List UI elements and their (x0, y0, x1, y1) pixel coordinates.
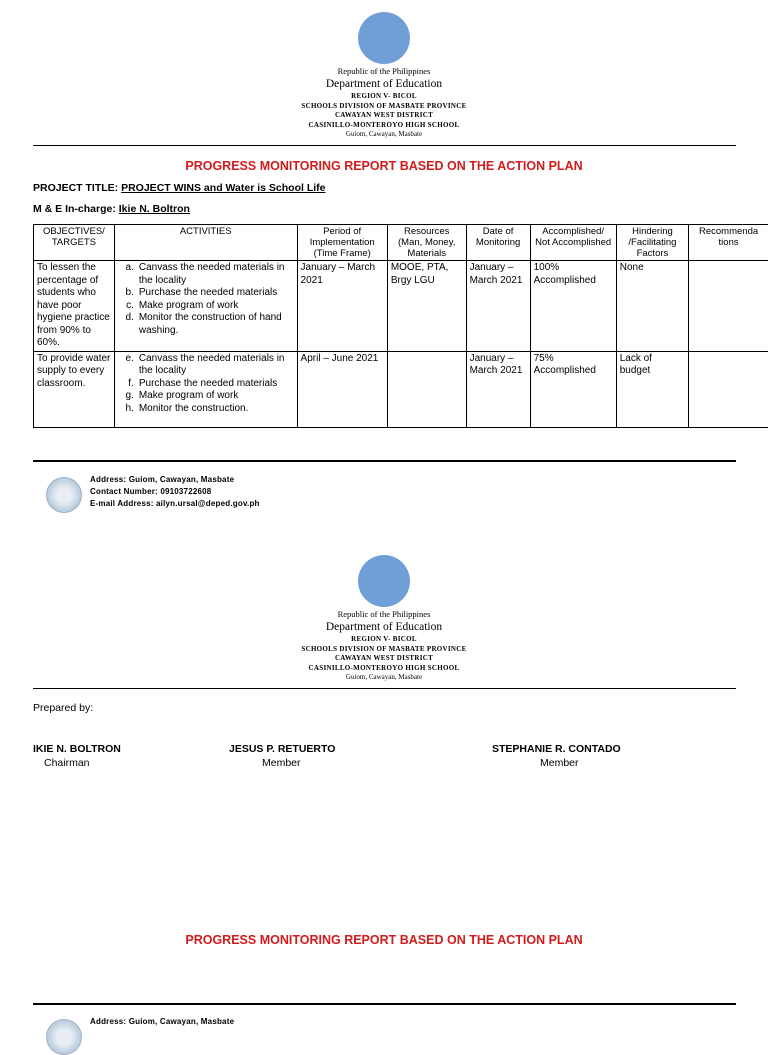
contact-block (90, 1016, 234, 1028)
list-item: c. Make program of work (118, 300, 294, 313)
table-header-row (34, 225, 768, 261)
signatory-name: JESUS P. RETUERTO (229, 743, 335, 755)
department-text: Department of Education (0, 77, 768, 92)
region-text: REGION V- BICOL (0, 92, 768, 102)
list-item: h. Monitor the construction. (118, 403, 294, 416)
resources-cell: MOOE, PTA, Brgy LGU (387, 261, 466, 352)
col-header-resources: Resources (Man, Money, Materials (387, 225, 466, 261)
project-title-line (33, 182, 325, 194)
department-text: Department of Education (0, 620, 768, 635)
footer-divider (33, 1003, 736, 1005)
signatory-name: STEPHANIE R. CONTADO (492, 743, 621, 755)
school-text: CASINILLO-MONTEROYO HIGH SCHOOL (0, 664, 768, 674)
col-header-recommendations: Recommenda tions (689, 225, 768, 261)
table-row (34, 261, 768, 352)
division-text: SCHOOLS DIVISION OF MASBATE PROVINCE (0, 645, 768, 655)
address-text: Address: Guiom, Cawayan, Masbate (90, 1016, 234, 1028)
activities-cell (114, 351, 297, 427)
activity-list (118, 262, 294, 337)
resources-cell (387, 351, 466, 427)
period-cell: January – March 2021 (297, 261, 387, 352)
action-plan-table (33, 224, 768, 428)
deped-logo-icon (46, 1019, 82, 1055)
republic-text: Republic of the Philippines (0, 66, 768, 77)
date-cell: January – March 2021 (466, 351, 530, 427)
address-text: Address: Guiom, Cawayan, Masbate (90, 474, 260, 486)
accomplished-cell: 100% Accomplished (530, 261, 616, 352)
accomplished-cell: 75% Accomplished (530, 351, 616, 427)
signatory-name: IKIE N. BOLTRON (33, 743, 121, 755)
signatory-role: Member (262, 757, 301, 769)
deped-seal (358, 12, 410, 64)
recommendations-cell (689, 351, 768, 427)
col-header-period: Period of Implementation (Time Frame) (297, 225, 387, 261)
list-item: d. Monitor the construction of hand washing. (118, 312, 294, 337)
col-header-activities: ACTIVITIES (114, 225, 297, 261)
location-text: Guiom, Cawayan, Masbate (0, 673, 768, 683)
letterhead (0, 609, 768, 683)
list-item: b. Purchase the needed materials (118, 287, 294, 300)
prepared-by-label: Prepared by: (33, 702, 93, 714)
list-item: g. Make program of work (118, 390, 294, 403)
deped-logo-icon (46, 477, 82, 513)
report-title: PROGRESS MONITORING REPORT BASED ON THE ACTION PLAN (0, 933, 768, 947)
factors-cell: None (616, 261, 688, 352)
col-header-date: Date of Monitoring (466, 225, 530, 261)
incharge-label: M & E In-charge: (33, 203, 116, 215)
incharge-line (33, 203, 190, 215)
republic-text: Republic of the Philippines (0, 609, 768, 620)
factors-cell: Lack of budget (616, 351, 688, 427)
list-item: e. Canvass the needed materials in the locality (118, 353, 294, 378)
email-text: E-mail Address: ailyn.ursal@deped.gov.ph (90, 498, 260, 510)
objective-cell: To lessen the percentage of students who have poor hygiene practice from 90% to 60%. (34, 261, 115, 352)
region-text: REGION V- BICOL (0, 635, 768, 645)
district-text: CAWAYAN WEST DISTRICT (0, 111, 768, 121)
recommendations-cell (689, 261, 768, 352)
school-text: CASINILLO-MONTEROYO HIGH SCHOOL (0, 121, 768, 131)
location-text: Guiom, Cawayan, Masbate (0, 130, 768, 140)
list-item: f. Purchase the needed materials (118, 378, 294, 391)
period-cell: April – June 2021 (297, 351, 387, 427)
activities-cell (114, 261, 297, 352)
col-header-factors: Hindering /Facilitating Factors (616, 225, 688, 261)
date-cell: January – March 2021 (466, 261, 530, 352)
signatory-role: Chairman (44, 757, 90, 769)
list-item: a. Canvass the needed materials in the locality (118, 262, 294, 287)
report-title: PROGRESS MONITORING REPORT BASED ON THE ACTION PLAN (0, 159, 768, 173)
header-divider (33, 688, 736, 689)
incharge-value: Ikie N. Boltron (119, 203, 190, 215)
activity-list (118, 353, 294, 416)
contact-block (90, 474, 260, 510)
table-row (34, 351, 768, 427)
signatory-role: Member (540, 757, 579, 769)
letterhead (0, 66, 768, 140)
footer-divider (33, 460, 736, 462)
division-text: SCHOOLS DIVISION OF MASBATE PROVINCE (0, 102, 768, 112)
project-title-label: PROJECT TITLE: (33, 182, 118, 194)
contact-number-text: Contact Number: 09103722608 (90, 486, 260, 498)
project-title-value: PROJECT WINS and Water is School Life (121, 182, 325, 194)
col-header-accomplished: Accomplished/ Not Accomplished (530, 225, 616, 261)
objective-cell: To provide water supply to every classroom. (34, 351, 115, 427)
district-text: CAWAYAN WEST DISTRICT (0, 654, 768, 664)
col-header-objectives: OBJECTIVES/ TARGETS (34, 225, 115, 261)
header-divider (33, 145, 736, 146)
deped-seal (358, 555, 410, 607)
